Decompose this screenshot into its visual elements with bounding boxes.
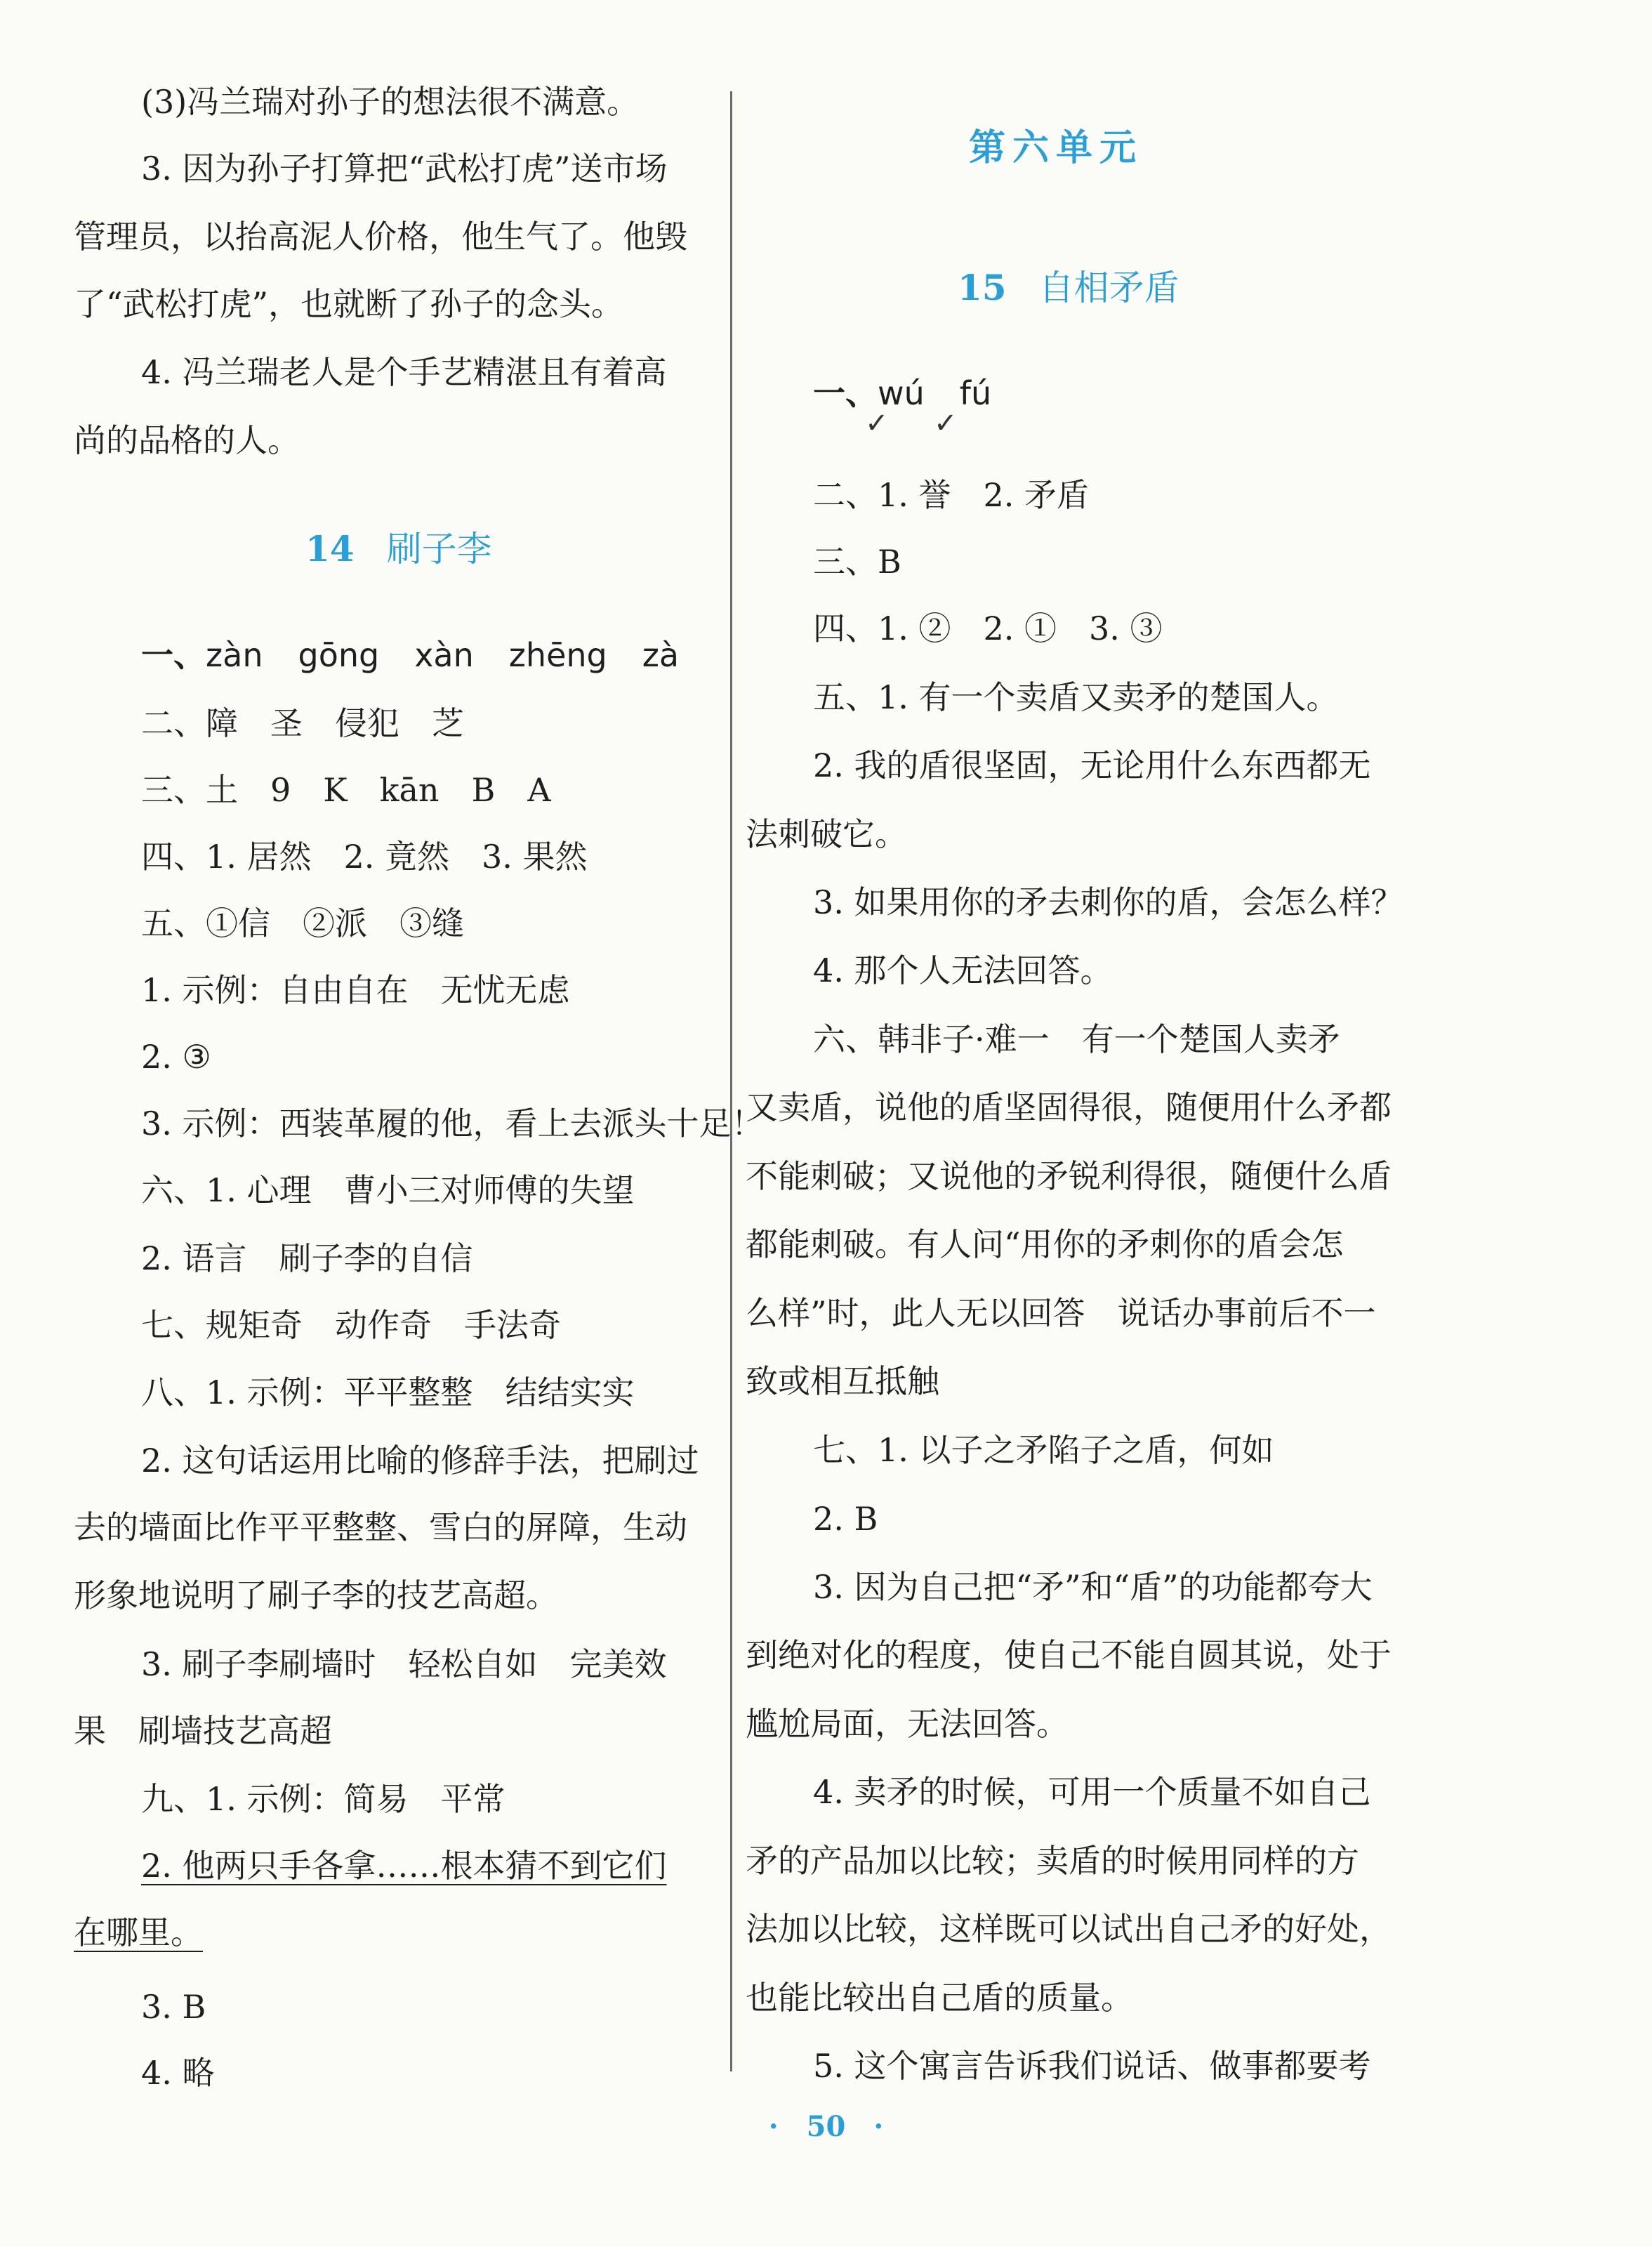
answer-line: 3. 因为孙子打算把“武松打虎”送市场	[141, 150, 668, 187]
pinyin: zhēng	[508, 636, 607, 674]
answer-line: 4. 冯兰瑞老人是个手艺精湛且有着高	[141, 353, 667, 391]
pinyin: gōng	[298, 636, 380, 674]
check-mark-icon: ✓	[934, 407, 958, 440]
answer-line: 4. 那个人无法回答。	[813, 951, 1113, 989]
answer-line: 3. 刷子李刷墙时 轻松自如 完美效	[141, 1645, 667, 1683]
page-number	[0, 2110, 1652, 2143]
answer-line: 五、1. 有一个卖盾又卖矛的楚国人。	[813, 678, 1339, 716]
answer-line: (3)冯兰瑞对孙子的想法很不满意。	[141, 83, 640, 121]
answer-line: 尚的品格的人。	[74, 421, 300, 459]
answer-line-underlined: 在哪里。	[74, 1913, 203, 1951]
column-divider	[730, 91, 732, 2071]
answer-line: 致或相互抵触	[746, 1362, 939, 1400]
answer-line: 到绝对化的程度，使自己不能自圆其说，处于	[746, 1636, 1392, 1674]
answer-line: 2. B	[813, 1500, 878, 1538]
answer-line-underlined: 2. 他两只手各拿……根本猜不到它们	[141, 1847, 667, 1885]
answer-line: 4. 略	[141, 2054, 215, 2092]
answer-line: 3. 因为自己把“矛”和“盾”的功能都夸大	[813, 1568, 1373, 1606]
answer-line: 果 刷墙技艺高超	[74, 1712, 332, 1750]
answer-line: 七、1. 以子之矛陷子之盾，何如	[813, 1431, 1274, 1469]
question-label: 一、	[813, 374, 878, 412]
answer-line: 二、1. 誉 2. 矛盾	[813, 476, 1090, 514]
answer-line: 七、规矩奇 动作奇 手法奇	[141, 1306, 561, 1344]
answer-line: 2. 这句话运用比喻的修辞手法，把刷过	[141, 1442, 699, 1480]
lesson-name: 刷子李	[386, 529, 492, 569]
answer-line: 么样”时，此人无以回答 说话办事前后不一	[746, 1294, 1376, 1332]
answer-line: 管理员，以抬高泥人价格，他生气了。他毁	[74, 218, 687, 256]
answer-line: 去的墙面比作平平整整、雪白的屏障，生动	[74, 1508, 687, 1546]
answer-line: 5. 这个寓言告诉我们说话、做事都要考	[813, 2047, 1371, 2085]
lesson-15-title	[958, 267, 1179, 309]
answer-line: 尴尬局面，无法回答。	[746, 1705, 1069, 1743]
answer-line: 九、1. 示例：简易 平常	[141, 1780, 505, 1818]
answer-line: 也能比较出自己盾的质量。	[746, 1979, 1133, 2017]
pinyin: wú	[878, 374, 925, 412]
answer-line: 四、1. 居然 2. 竟然 3. 果然	[141, 838, 588, 876]
pinyin: zà	[642, 636, 680, 674]
lesson-name: 自相矛盾	[1038, 268, 1179, 308]
q1-pinyin-line	[141, 634, 714, 676]
lesson-14-title	[305, 528, 492, 570]
answer-line: 3. 如果用你的矛去刺你的盾，会怎么样？	[813, 883, 1403, 921]
answer-line: 2. 我的盾很坚固，无论用什么东西都无	[813, 746, 1371, 784]
q1-pinyin-line	[813, 372, 1026, 414]
pinyin: xàn	[414, 636, 474, 674]
answer-line: 3. 示例：西装革履的他，看上去派头十足！	[141, 1105, 764, 1142]
question-label: 一、	[141, 636, 206, 674]
answer-line: 矛的产品加以比较；卖盾的时候用同样的方	[746, 1842, 1359, 1880]
lesson-number: 15	[958, 267, 1007, 308]
answer-line: 四、1. ② 2. ① 3. ③	[813, 609, 1163, 647]
answer-line: 1. 示例：自由自在 无忧无虑	[141, 971, 570, 1009]
answer-line: 都能刺破。有人问“用你的矛刺你的盾会怎	[746, 1225, 1344, 1263]
pinyin: zàn	[206, 636, 263, 674]
answer-line: 六、1. 心理 曹小三对师傅的失望	[141, 1171, 635, 1209]
answer-line: 三、B	[813, 543, 901, 581]
answer-line: 八、1. 示例：平平整整 结结实实	[141, 1373, 635, 1411]
answer-line: 3. B	[141, 1988, 206, 2026]
answer-line: 了“武松打虎”，也就断了孙子的念头。	[74, 285, 624, 323]
unit-title: 第六单元	[969, 126, 1144, 169]
answer-line: 2. ③	[141, 1038, 211, 1076]
page-dot: ·	[873, 2110, 884, 2143]
page-number-value: 50	[806, 2110, 846, 2143]
answer-line: 五、①信 ②派 ③缝	[141, 904, 464, 942]
answer-line: 不能刺破；又说他的矛锐利得很，随便什么盾	[746, 1157, 1392, 1195]
answer-line: 二、障 圣 侵犯 芝	[141, 704, 464, 742]
answer-line: 4. 卖矛的时候，可用一个质量不如自己	[813, 1773, 1371, 1811]
answer-line: 法加以比较，这样既可以试出自己矛的好处，	[746, 1910, 1392, 1948]
answer-line: 又卖盾，说他的盾坚固得很，随便用什么矛都	[746, 1088, 1392, 1126]
answer-line: 法刺破它。	[746, 815, 907, 853]
pinyin: fú	[959, 374, 992, 412]
answer-line: 六、韩非子·难一 有一个楚国人卖矛	[813, 1020, 1340, 1058]
answer-line: 形象地说明了刷子李的技艺高超。	[74, 1576, 558, 1614]
answer-line: 2. 语言 刷子李的自信	[141, 1239, 473, 1277]
check-mark-icon: ✓	[865, 407, 889, 440]
lesson-number: 14	[305, 528, 355, 569]
answer-line: 三、土 9 K kān B A	[141, 771, 551, 809]
page-dot: ·	[768, 2110, 779, 2143]
